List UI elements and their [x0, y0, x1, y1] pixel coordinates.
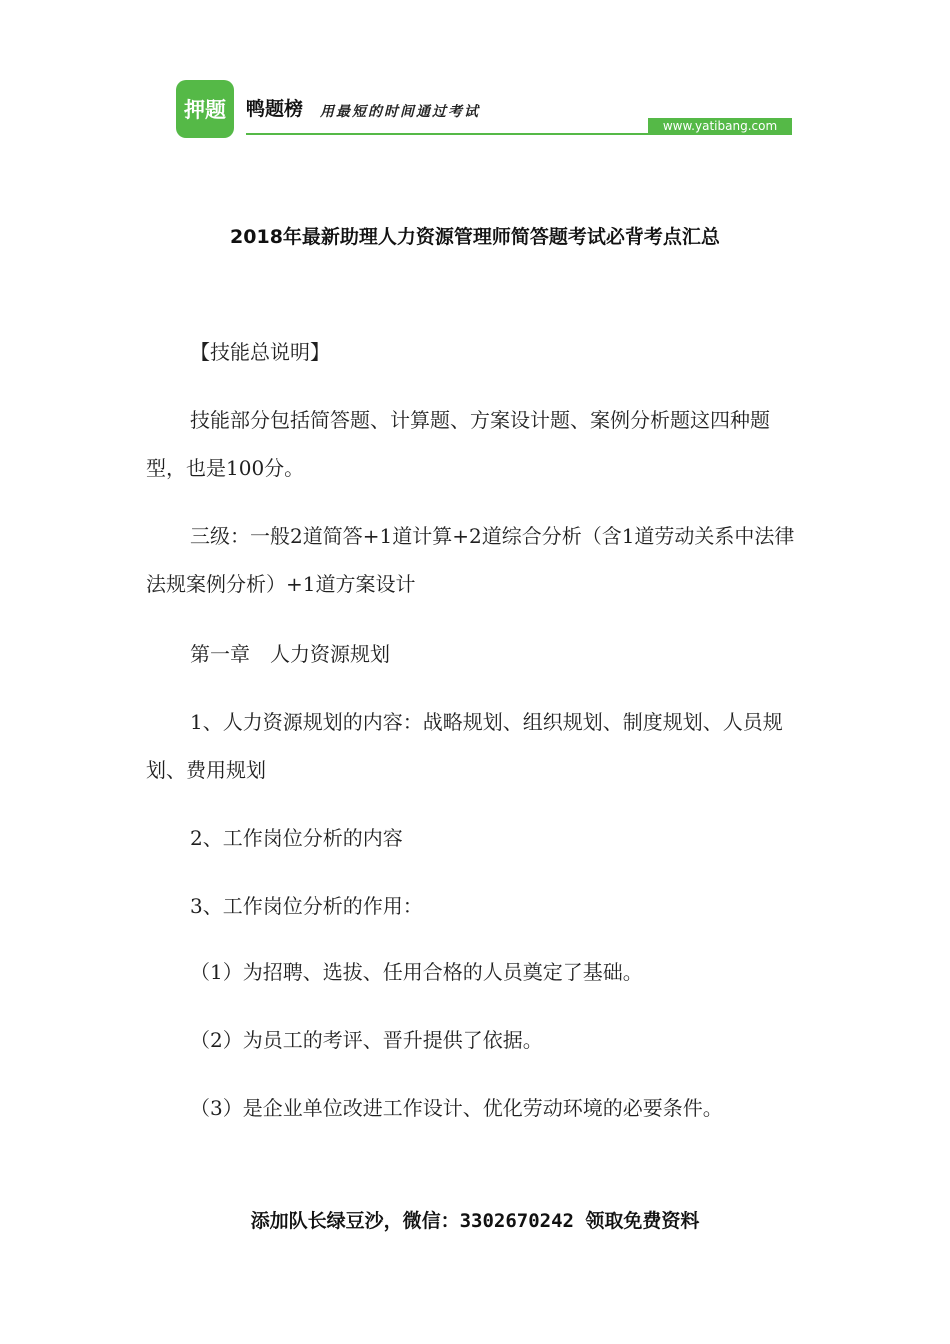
paragraph-level-three: 三级：一般2道简答+1道计算+2道综合分析（含1道劳动关系中法律法规案例分析）+1道方案设计 [146, 524, 795, 596]
chapter-heading: 第一章 人力资源规划 [190, 642, 390, 666]
list-item-1: 1、人力资源规划的内容：战略规划、组织规划、制度规划、人员规划、费用规划 [146, 710, 783, 782]
url-badge[interactable]: www.yatibang.com [648, 118, 792, 135]
document-title: 2018年最新助理人力资源管理师简答题考试必背考点汇总 [230, 226, 720, 248]
list-item-2: 2、工作岗位分析的内容 [190, 826, 403, 850]
paragraph-skills-intro: 技能部分包括简答题、计算题、方案设计题、案例分析题这四种题型，也是100分。 [146, 408, 770, 480]
sub-item-3: （3）是企业单位改进工作设计、优化劳动环境的必要条件。 [190, 1096, 723, 1120]
sub-item-2: （2）为员工的考评、晋升提供了依据。 [190, 1028, 543, 1052]
footer-contact: 添加队长绿豆沙，微信：3302670242 领取免费资料 [250, 1210, 700, 1232]
logo-text: 押题 [184, 98, 226, 122]
brand-slogan: 用最短的时间通过考试 [320, 104, 480, 120]
section-heading-skills: 【技能总说明】 [190, 340, 330, 364]
sub-item-1: （1）为招聘、选拔、任用合格的人员奠定了基础。 [190, 960, 643, 984]
list-item-3: 3、工作岗位分析的作用： [190, 894, 423, 918]
brand-name: 鸭题榜 [246, 98, 304, 120]
brand-header [176, 80, 796, 142]
logo-icon [176, 80, 234, 138]
